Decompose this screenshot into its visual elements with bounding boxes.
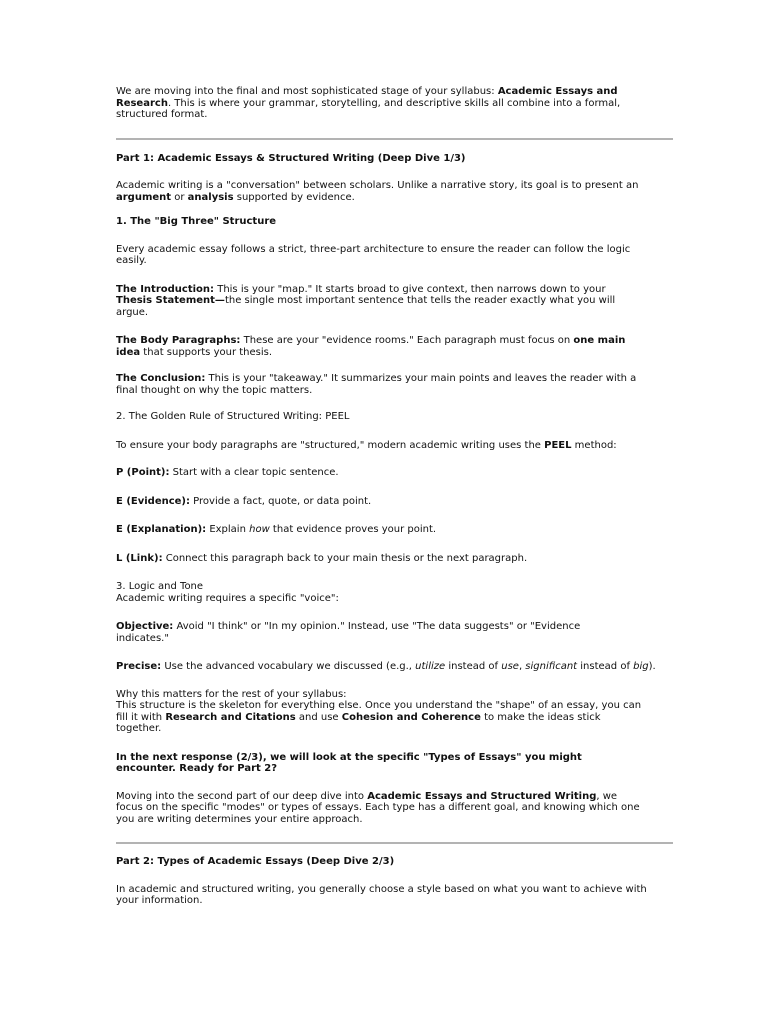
next-part-text: In the next response (2/3), we will look at the specific "Types of Essays" you might encounter. Ready for Part 2?	[116, 751, 582, 774]
section2-text-end: method:	[571, 439, 617, 451]
precise-instead-1: instead of	[445, 661, 502, 672]
body-paragraphs-paragraph	[116, 335, 651, 358]
lead-argument: argument	[116, 191, 172, 203]
lead-text-end: supported by evidence.	[233, 191, 355, 203]
precise-utilize: utilize	[415, 661, 446, 672]
conclusion-text: This is your "takeaway." It summarizes your main points and leaves the reader with a final thought on why the topic matters.	[116, 373, 637, 396]
intro-text: We are moving into the final and most sophisticated stage of your syllabus:	[116, 86, 498, 97]
section2-text-start: To ensure your body paragraphs are "structured," modern academic writing uses the	[116, 439, 545, 451]
introduction-text: This is your "map." It starts broad to give context, then narrows down to your	[214, 283, 606, 295]
introduction-label: The Introduction:	[116, 283, 215, 295]
transition-paragraph	[116, 791, 641, 826]
matters-text-end: to make the ideas stick together.	[116, 711, 601, 734]
lead-or: or	[171, 191, 188, 203]
precise-use: use	[501, 661, 519, 672]
part2-heading-text: Part 2: Types of Academic Essays (Deep Dive 2/3)	[116, 856, 395, 867]
peel-point-label: P (Point):	[116, 467, 170, 478]
section3-text: Academic writing requires a specific "voice":	[116, 592, 339, 604]
peel-point-text: Start with a clear topic sentence.	[169, 467, 339, 478]
thesis-statement-term: Thesis Statement—	[116, 295, 225, 306]
section1-heading-text: 1. The "Big Three" Structure	[116, 216, 277, 227]
peel-explanation-label: E (Explanation):	[116, 524, 207, 535]
section1-heading	[116, 216, 676, 228]
peel-evidence-text: Provide a fact, quote, or data point.	[190, 495, 372, 507]
matters-paragraph	[116, 700, 646, 735]
peel-explanation-text: Explain	[206, 524, 250, 535]
part1-heading-text: Part 1: Academic Essays & Structured Writing (Deep Dive 1/3)	[116, 152, 466, 164]
section1-text: Every academic essay follows a strict, three-part architecture to ensure the reader can follow the logic easily.	[116, 243, 631, 266]
peel-link-text: Connect this paragraph back to your main thesis or the next paragraph.	[162, 552, 528, 564]
section3-heading: 3. Logic and Tone	[116, 581, 204, 592]
intro-paragraph	[116, 86, 646, 121]
body-paragraphs-text: These are your "evidence rooms." Each paragraph must focus on	[240, 335, 574, 346]
matters-text: This structure is the skeleton for everything else. Once you understand the "shape" of an essay, you can fill it with	[116, 700, 642, 723]
peel-explanation-text-end: that evidence proves your point.	[269, 524, 437, 535]
document-page	[116, 86, 676, 907]
section-divider	[116, 138, 673, 140]
peel-point	[116, 467, 676, 479]
transition-text-end: , we focus on the specific "modes" or types of essays. Each type has a different goal, and knowing which one you are writing determines your entire approach.	[116, 790, 640, 825]
precise-big: big	[633, 661, 649, 672]
lead-text: Academic writing is a "conversation" between scholars. Unlike a narrative story, its goal is to present an	[116, 180, 639, 191]
lead-analysis: analysis	[187, 191, 234, 203]
part2-text: In academic and structured writing, you generally choose a style based on what you want to achieve with your information.	[116, 883, 647, 906]
precise-text: Use the advanced vocabulary we discussed (e.g.,	[161, 661, 416, 672]
objective-paragraph	[116, 621, 616, 644]
precise-paragraph	[116, 661, 656, 673]
peel-link-label: L (Link):	[116, 552, 163, 564]
matters-heading: Why this matters for the rest of your syllabus:	[116, 688, 347, 700]
section2-heading: 2. The Golden Rule of Structured Writing: PEEL	[116, 411, 350, 422]
conclusion-label: The Conclusion:	[116, 373, 206, 384]
part1-lead	[116, 180, 646, 203]
introduction-text-end: the single most important sentence that tells the reader exactly what you will argue.	[116, 295, 616, 318]
section2-text	[116, 440, 676, 452]
part1-heading	[116, 153, 676, 165]
peel-term: PEEL	[544, 439, 572, 451]
research-citations-term: Research and Citations	[165, 711, 296, 723]
objective-text: Avoid "I think" or "In my opinion." Instead, use "The data suggests" or "Evidence indicates."	[116, 621, 581, 644]
peel-explanation	[116, 524, 676, 536]
body-paragraphs-label: The Body Paragraphs:	[116, 335, 241, 346]
precise-comma: ,	[518, 661, 526, 672]
peel-explanation-how: how	[249, 524, 270, 535]
peel-evidence	[116, 496, 676, 508]
introduction-paragraph	[116, 284, 636, 319]
matters-and-use: and use	[295, 711, 342, 723]
section-divider-2	[116, 842, 673, 844]
intro-emphasis: Academic Essays and Research	[116, 86, 618, 109]
precise-significant: significant	[525, 661, 578, 672]
cohesion-coherence-term: Cohesion and Coherence	[341, 711, 481, 723]
intro-text-end: . This is where your grammar, storytelling, and descriptive skills all combine into a formal, structured format.	[116, 97, 621, 120]
conclusion-paragraph	[116, 373, 651, 396]
precise-instead-2: instead of	[577, 661, 634, 672]
transition-emphasis: Academic Essays and Structured Writing	[367, 790, 597, 802]
objective-label: Objective:	[116, 621, 174, 632]
peel-evidence-label: E (Evidence):	[116, 495, 190, 507]
body-paragraphs-text-end: that supports your thesis.	[140, 346, 273, 358]
precise-label: Precise:	[116, 661, 162, 672]
part2-heading	[116, 856, 676, 868]
peel-link	[116, 553, 676, 565]
one-main-idea-term: one main idea	[116, 335, 626, 358]
next-part-prompt	[116, 752, 616, 775]
precise-close: ).	[648, 661, 656, 672]
transition-text: Moving into the second part of our deep dive into	[116, 790, 368, 802]
